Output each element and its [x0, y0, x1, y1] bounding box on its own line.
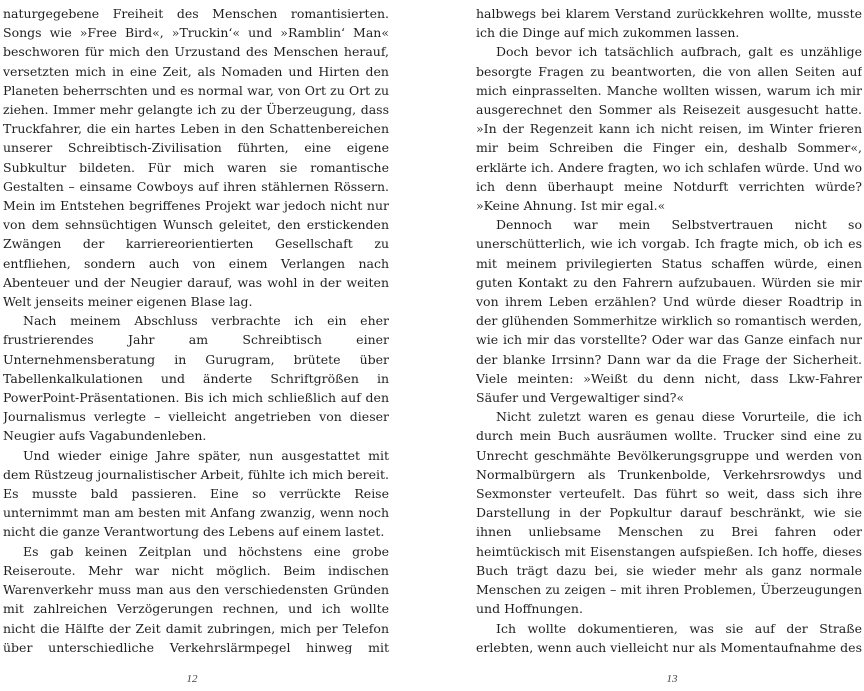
paragraph: Und wieder einige Jahre später, nun ausgestattet mit dem Rüstzeug journalistischer Arbeit, fühlte ich mich bereit. Es musste bald passieren. Eine so verrückte Reise unternimmt man am besten mit Anfang zwanzig, wenn noch nicht die ganze Verantwortung des Lebens auf einem lastet. [3, 447, 389, 540]
right-page [476, 4, 862, 654]
paragraph: Dennoch war mein Selbstvertrauen nicht so unerschütterlich, wie ich vorgab. Ich fragte mich, ob ich es mit meinem privilegierten Status schaffen würde, einen guten Kontakt zu den Fahrern aufzubauen. Würden sie mir von ihrem Leben erzählen? Und würde dieser Roadtrip in der glühenden Sommerhitze wirklich so romantisch werden, wie ich mir das vorstellte? Oder war das Ganze einfach nur der blanke Irrsinn? Dann war da die Frage der Sicherheit. Viele meinten: »Weißt du denn nicht, dass Lkw-Fahrer Säufer und Vergewaltiger sind?« [476, 217, 862, 406]
paragraph: Nicht zuletzt waren es genau diese Vorurteile, die ich durch mein Buch ausräumen wollte. Trucker sind eine zu Unrecht geschmähte Bevölkerungsgruppe und werden von Normalbürgern als Trunkenbolde, Verkehrsrowdys und Sexmonster verteufelt. Das führt so weit, dass sich ihre Darstellung in der Popkultur darauf beschränkt, wie sie ihnen unliebsame Menschen zu Brei fahren oder heimtückisch mit Eisenstangen aufspießen. Ich hoffe, dieses Buch trägt dazu bei, sie wieder mehr als ganz normale Menschen zu zeigen – mit ihren Problemen, Überzeugungen und Hoffnungen. [476, 409, 862, 617]
paragraph: Doch bevor ich tatsächlich aufbrach, galt es unzählige besorgte Fragen zu beantworten, die von allen Seiten auf mich einprasselten. Manche wollten wissen, warum ich mir ausgerechnet den Sommer als Reisezeit ausgesucht hatte. »In der Regenzeit kann ich nicht reisen, im Winter frieren mir beim Schreiben die Finger ein, deshalb Sommer«, erklärte ich. Andere fragten, wo ich schlafen würde. Und wo ich denn überhaupt meine Notdurft verrichten würde? »Keine Ahnung. Ist mir egal.« [476, 44, 862, 214]
right-page-body [476, 4, 862, 654]
left-page-body [3, 4, 389, 654]
paragraph: Es gab keinen Zeitplan und höchstens eine grobe Reiseroute. Mehr war nicht möglich. Beim indischen Warenverkehr muss man aus den verschiedensten Gründen mit zahlreichen Verzögerungen rechnen, und ich wollte nicht die Hälfte der Zeit damit zubringen, mich per Telefon über unterschiedliche Verkehrslärmpegel hinweg mit [3, 543, 389, 654]
paragraph: naturgegebene Freiheit des Menschen romantisierten. Songs wie »Free Bird«, »Truckin‘« und »Ramblin‘ Man« beschworen für mich den Urzustand des Menschen herauf, versetzten mich in eine Zeit, als Nomaden und Hirten den Planeten beherrschten und es normal war, von Ort zu Ort zu ziehen. Immer mehr gelangte ich zu der Überzeugung, dass Truckfahrer, die ein hartes Leben in den Schattenbereichen unserer Schreibtisch-Zivilisation führten, eine eigene Subkultur bildeten. Für mich waren sie romantische Gestalten – einsame Cowboys auf ihren stählernen Rössern. Mein im Entstehen begriffenes Projekt war jedoch nicht nur von dem sehnsüchtigen Wunsch geleitet, den erstickenden Zwängen der karriereorientierten Gesellschaft zu entfliehen, sondern auch von einem Verlangen nach Abenteuer und der Neugier darauf, was wohl in der weiten Welt jenseits meiner eigenen Blase lag. [3, 6, 389, 310]
page-number-left: 12 [186, 673, 198, 685]
paragraph: Nach meinem Abschluss verbrachte ich ein eher frustrierendes Jahr am Schreibtisch einer Unternehmensberatung in Gurugram, brütete über Tabellenkalkulationen und änderte Schriftgrößen in PowerPoint-Präsentationen. Bis ich mich schließlich auf den Journalismus verlegte – vielleicht angetrieben von dieser Neugier aufs Vagabundenleben. [3, 313, 389, 444]
paragraph: halbwegs bei klarem Verstand zurückkehren wollte, musste ich die Dinge auf mich zukommen lassen. [476, 6, 862, 41]
paragraph: Ich wollte dokumentieren, was sie auf der Straße erlebten, wenn auch vielleicht nur als Momentaufnahme des [476, 620, 862, 654]
page-number-right: 13 [666, 673, 678, 685]
left-page [3, 4, 389, 654]
